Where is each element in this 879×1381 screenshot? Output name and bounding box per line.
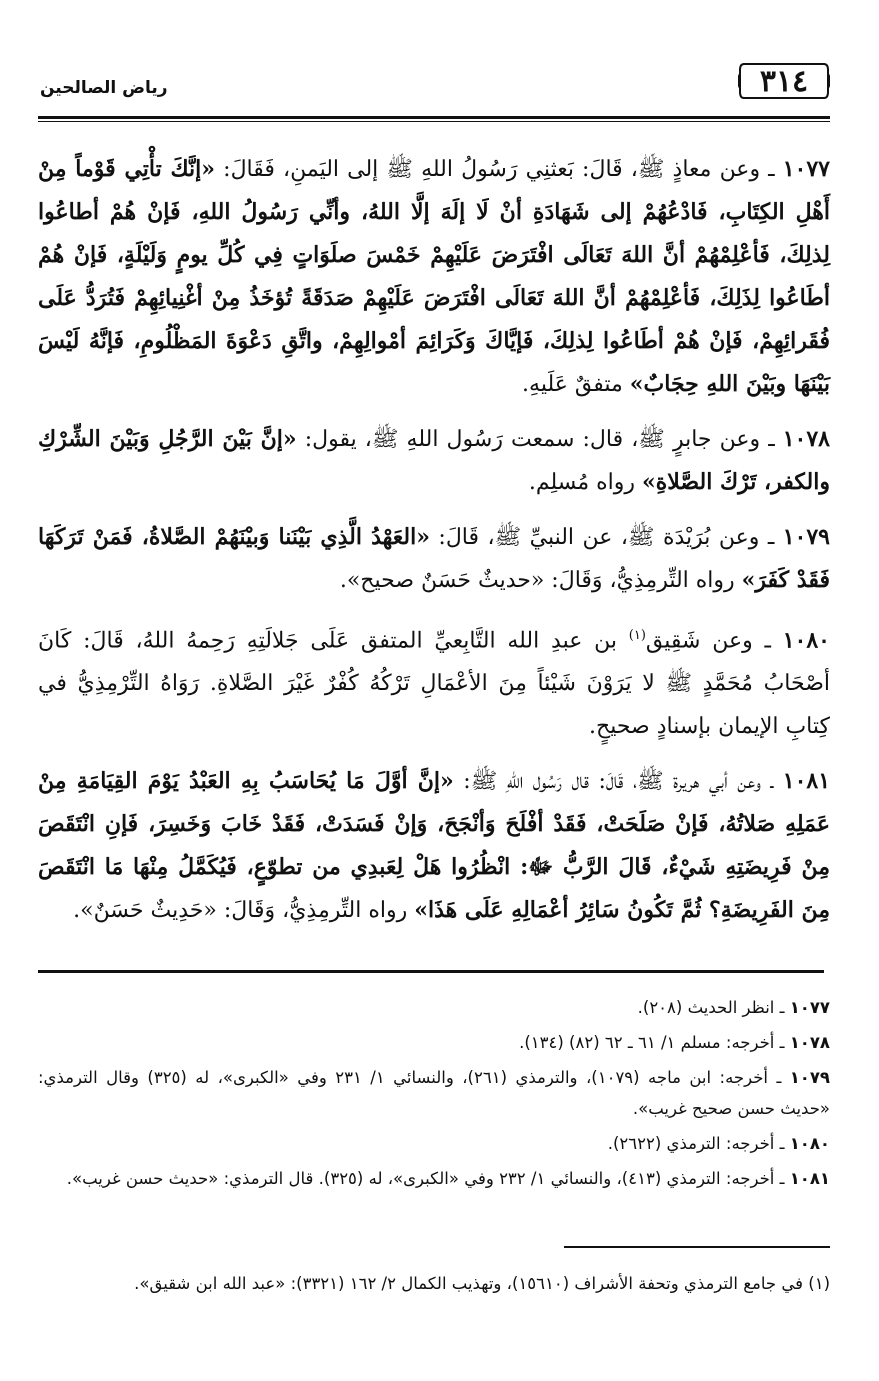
hadith-quote: «إنَّ أوَّلَ مَا يُحَاسَبُ بِهِ العَبْدُ يَوْمَ القِيَامَةِ مِنْ عَمَلِهِ صَلاتُهُ، فَإنْ صَلَحَتْ، فَقَدْ أفْلَحَ وَأنْجَحَ، وَإنْ فَسَدَتْ، فَقَدْ خَابَ وَخَسِرَ، فَإنِ انْتَقَصَ مِنْ فَرِيضَتِهِ شَيْءٌ، قَالَ الرَّبُّ ﷻ: انْظُرُوا هَلْ لِعَبدِي من تطوّعٍ، فَيُكَمَّلُ مِنْهَا مَا انْتَقَصَ مِنَ الفَرِيضَةِ؟ ثُمَّ تَكُونُ سَائِرُ أعْمَالِهِ عَلَى هَذَا» [38, 768, 830, 924]
header-divider [38, 116, 830, 119]
hadith-outro: رواه التِّرمِذِيُّ، وَقَالَ: «حديثٌ حَسَنٌ صحيح». [339, 568, 742, 593]
hadith-outro: رواه مُسلِم. [528, 470, 643, 495]
hadith-1081 [38, 760, 830, 932]
reference-number: ١٠٨١ [789, 1169, 830, 1188]
hadith-outro: رواه التِّرمِذِيُّ، وَقَالَ: «حَدِيثٌ حَسَنٌ». [73, 898, 415, 924]
reference-number: ١٠٧٧ [789, 998, 830, 1017]
hadith-1080 [38, 614, 830, 748]
hadith-1078 [38, 418, 830, 504]
hadith-outro: بن عبدِ الله التَّابِعيِّ المتفق عَلَى جَلالَتِهِ رَحِمهُ اللهُ، قَالَ: كَانَ أصْحَابُ مُحَمَّدٍ ﷺ لا يَرَوْنَ شَيْئاً مِنَ الأعْمَالِ تَرْكُهُ كُفْرٌ غَيْرَ الصَّلاةِ. رَوَاهُ التِّرْمِذِيُّ في كِتابِ الإيمان بإسنادٍ صحيحٍ. [38, 628, 830, 740]
page-header [38, 56, 830, 118]
reference-1079 [38, 1062, 830, 1124]
hadith-quote: «إنَّ بَيْنَ الرَّجُلِ وَبَيْنَ الشِّرْكِ والكفر، تَرْكَ الصَّلاةِ» [38, 426, 830, 495]
hadith-intro: ـ وعن جابرٍ ﷺ، قال: سمعت رَسُول اللهِ ﷺ، يقول: [296, 427, 783, 452]
reference-number: ١٠٧٩ [789, 1068, 830, 1087]
hadith-number: ١٠٨٠ [782, 627, 830, 654]
page-number: ٣١٤ [759, 63, 809, 99]
reference-1077 [38, 992, 830, 1023]
references-list [38, 992, 830, 1198]
hadith-1079 [38, 516, 830, 602]
footnotes-divider [38, 970, 824, 973]
hadith-intro: ـ وعن معاذٍ ﷺ، قَالَ: بَعثنِي رَسُولُ اللهِ ﷺ إلى اليَمنِ، فَقَالَ: [215, 157, 783, 182]
hadith-number: ١٠٨١ [782, 768, 831, 795]
header-divider-thin [38, 121, 830, 122]
reference-text: ـ انظر الحديث (٢٠٨). [637, 998, 790, 1017]
reference-text: ـ أخرجه: الترمذي (٢٦٢٢). [607, 1134, 790, 1153]
hadith-intro: ـ وعن شَقِيق [645, 628, 783, 654]
hadith-quote: «العَهْدُ الَّذِي بَيْنَنا وَبيْنَهُمْ الصَّلاةُ، فَمَنْ تَرَكَهَا فَقَدْ كَفَرَ» [38, 524, 830, 593]
hadith-number: ١٠٧٩ [782, 524, 830, 550]
reference-1081 [38, 1163, 830, 1194]
reference-number: ١٠٧٨ [789, 1033, 830, 1052]
hadith-1077 [38, 148, 830, 406]
hadith-number: ١٠٧٧ [782, 156, 830, 182]
page [38, 56, 830, 1356]
hadith-quote: «إنَّكَ تأْتِي قَوْماً مِنْ أَهْلِ الكِتَابِ، فَادْعُهُمْ إلى شَهَادَةِ أنْ لَا إلَهَ إلَّا اللهُ، وأنِّي رَسُولُ اللهِ، فَإنْ هُمْ أطاعُوا لِذلِكَ، فَأعْلِمْهُمْ أنَّ اللهَ تَعَالَى افْتَرَضَ عَلَيْهِمْ خَمْسَ صلَوَاتٍ فِي كُلِّ يومٍ وَلَيْلَةٍ، فَإنْ هُمْ أطَاعُوا لِذَلِكَ، فَأعْلِمْهُمْ أنَّ اللهَ تَعَالَى افْتَرَضَ عَلَيْهِمْ صَدَقَةً تُؤخَذُ مِنْ أغْنِيائِهِمْ فَتُرَدُّ عَلَى فُقَرائِهِمْ، فَإنْ هُمْ أطَاعُوا لِذلِكَ، فَإيَّاكَ وَكَرَائِمَ أمْوالِهِمْ، واتَّقِ دَعْوَةَ المَظْلُومِ، فَإنَّهُ لَيْسَ بَيْنَهَا وبَيْنَ اللهِ حِجَابٌ» [38, 156, 831, 397]
hadith-outro: متفقٌ عَلَيهِ. [522, 372, 630, 397]
reference-text: ـ أخرجه: مسلم ١/ ٦١ ـ ٦٢ (٨٢) (١٣٤). [519, 1033, 790, 1052]
reference-text: ـ أخرجه: ابن ماجه (١٠٧٩)، والترمذي (٢٦١)، والنسائي ١/ ٢٣١ وفي «الكبرى»، له (٣٢٥) وقال الترمذي: «حديث حسن صحيح غريب». [38, 1068, 830, 1118]
hadith-intro: ـ وعن بُرَيْدَة ﷺ، عن النبيِّ ﷺ، قَالَ: [429, 525, 783, 550]
footnote-marker: (١) [628, 628, 646, 643]
book-title: رياض الصالحين [40, 78, 168, 98]
reference-text: ـ أخرجه: الترمذي (٤١٣)، والنسائي ١/ ٢٣٢ وفي «الكبرى»، له (٣٢٥). قال الترمذي: «حديث حسن غريب». [66, 1169, 790, 1188]
main-text [38, 148, 830, 944]
footnote-1: (١) في جامع الترمذي وتحفة الأشراف (١٥٦١٠)، وتهذيب الكمال ٢/ ١٦٢ (٣٣٢١): «عبد الله ابن شقيق». [134, 1274, 830, 1293]
footnote-divider [564, 1246, 830, 1248]
reference-number: ١٠٨٠ [789, 1134, 830, 1153]
reference-1078 [38, 1027, 830, 1058]
page-number-frame [738, 60, 830, 102]
reference-1080 [38, 1128, 830, 1159]
hadith-number: ١٠٧٨ [782, 426, 830, 452]
hadith-intro: ـ وعن أبي هريرة ﷺ، قَالَ: قال رَسُول اللهِ ﷺ: [453, 769, 783, 795]
